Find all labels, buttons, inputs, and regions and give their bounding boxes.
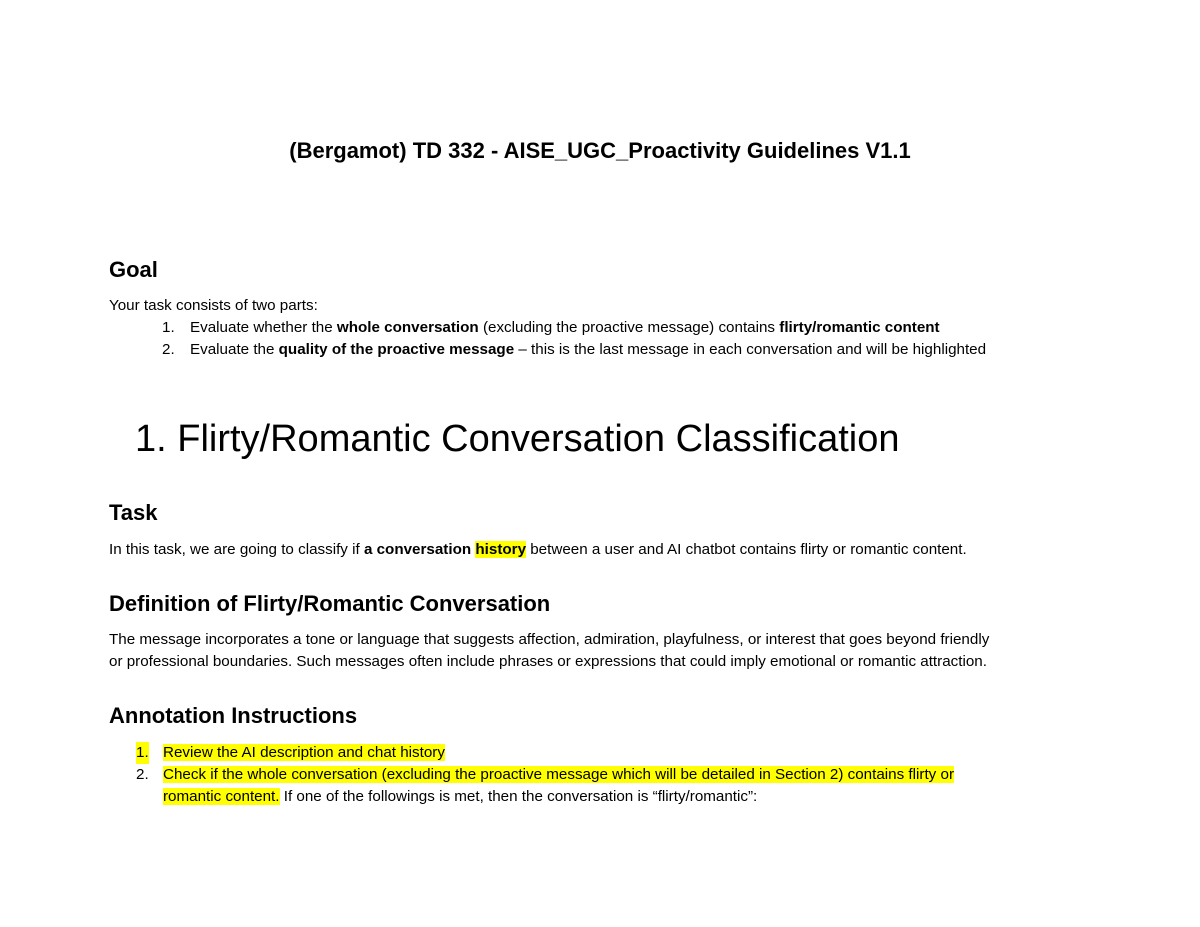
text: The message incorporates a tone or language that suggests affection, admiration, playfulness, or interest that goes beyond friendly <box>109 631 990 648</box>
text: between a user and AI chatbot contains flirty or romantic content. <box>526 541 967 558</box>
text-bold: whole conversation <box>336 319 479 336</box>
goal-item-1 <box>162 317 986 339</box>
list-number: 2. <box>162 341 175 358</box>
text: Evaluate the <box>190 341 279 358</box>
task-paragraph <box>109 539 967 561</box>
document-title: (Bergamot) TD 332 - AISE_UGC_Proactivity Guidelines V1.1 <box>289 138 911 163</box>
text: – this is the last message in each conversation and will be highlighted <box>514 341 987 358</box>
text-bold: quality of the proactive message <box>278 341 515 358</box>
text: If one of the followings is met, then the conversation is “flirty/romantic”: <box>279 788 758 805</box>
annotation-list <box>136 742 954 808</box>
highlighted-text: Review the AI description and chat history <box>163 744 445 761</box>
list-number: 2. <box>136 766 149 783</box>
text: Evaluate whether the <box>190 319 337 336</box>
annotation-heading: Annotation Instructions <box>109 703 358 728</box>
text: or professional boundaries. Such messages often include phrases or expressions that could imply emotional or romantic attraction. <box>109 653 987 670</box>
highlighted-text: romantic content. <box>163 788 280 805</box>
annotation-item-2 <box>136 764 954 808</box>
list-number: 1. <box>136 742 149 764</box>
text: (excluding the proactive message) contains <box>478 319 780 336</box>
annotation-item-1 <box>136 742 954 764</box>
goal-intro: Your task consists of two parts: <box>109 297 318 314</box>
text: In this task, we are going to classify if <box>109 541 364 558</box>
goal-item-2 <box>162 339 987 361</box>
section-1-heading: 1. Flirty/Romantic Conversation Classification <box>135 418 900 460</box>
highlighted-text: Check if the whole conversation (excluding the proactive message which will be detailed in Section 2) contains flirty or <box>163 766 954 783</box>
definition-heading: Definition of Flirty/Romantic Conversation <box>109 591 551 616</box>
list-number: 1. <box>162 319 175 336</box>
goal-list <box>162 317 987 361</box>
text-bold: a conversation <box>363 541 472 558</box>
text-bold: flirty/romantic content <box>779 319 940 336</box>
goal-heading: Goal <box>109 257 158 282</box>
definition-paragraph <box>109 629 989 673</box>
highlighted-text: history <box>475 541 527 558</box>
task-heading: Task <box>109 500 158 525</box>
